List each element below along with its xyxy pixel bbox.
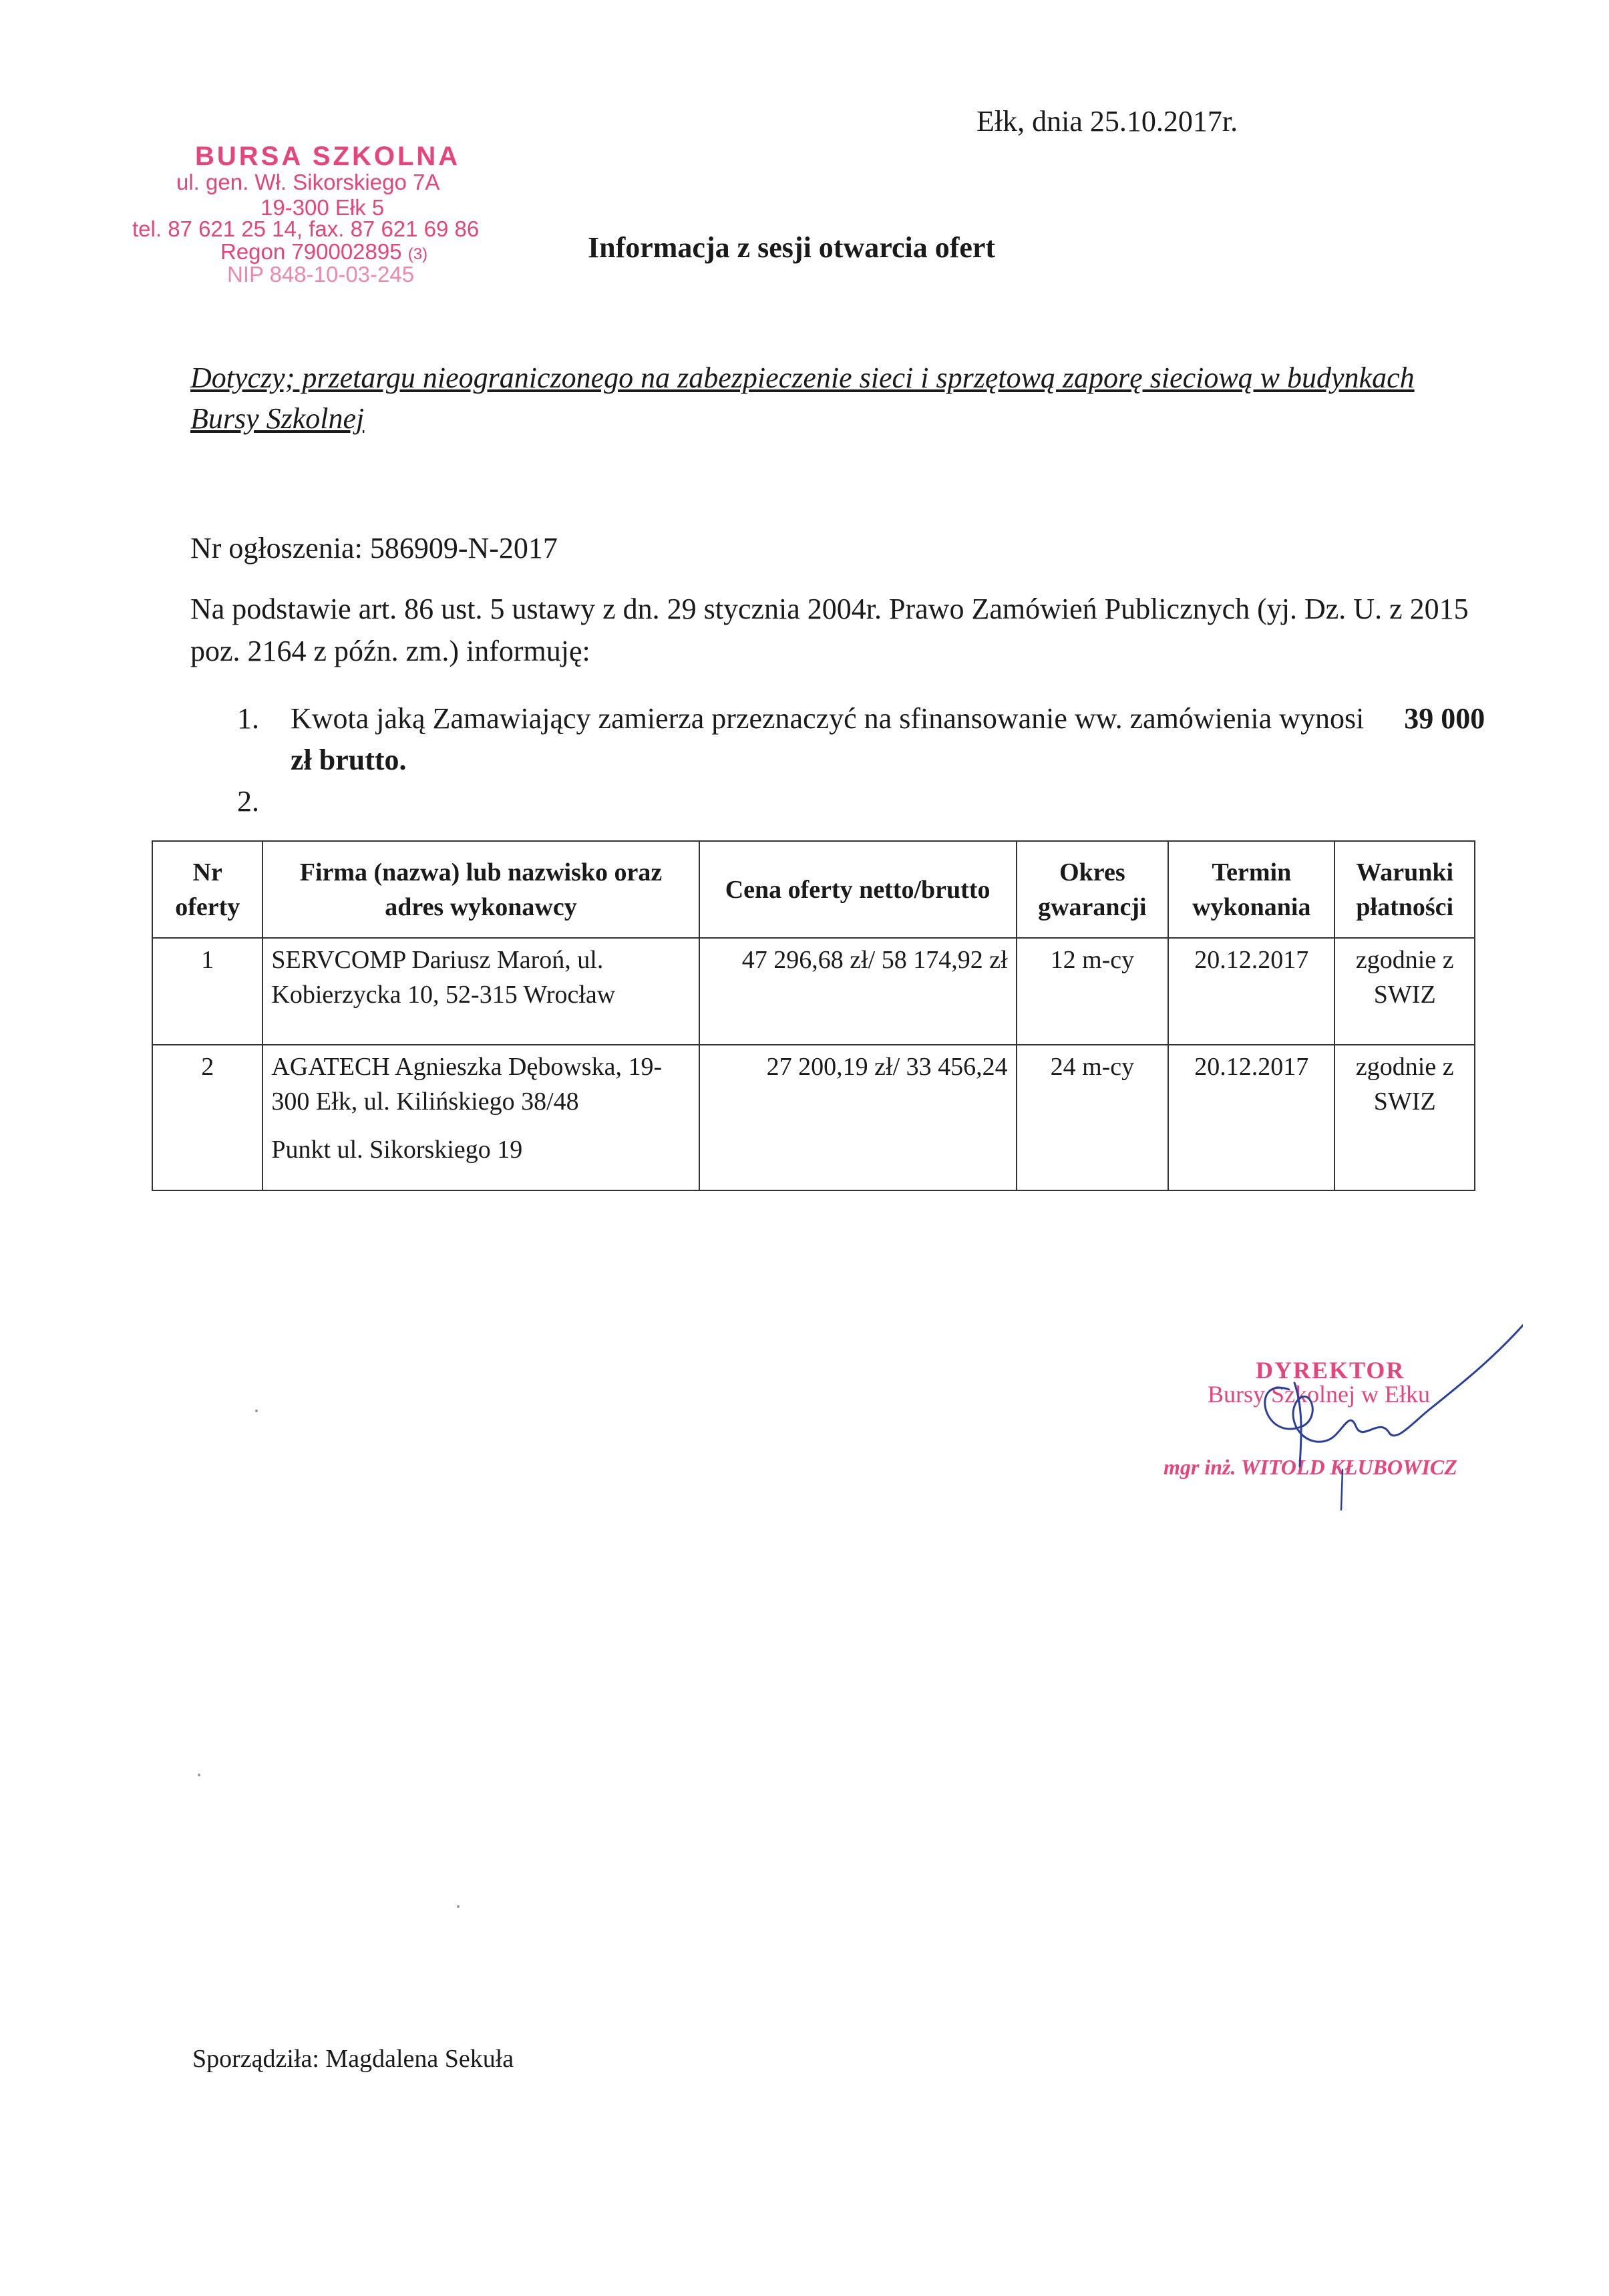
handwritten-signature xyxy=(1149,1309,1523,1516)
cell-nr: 2 xyxy=(152,1045,262,1190)
cell-payment: zgodnie z SWIZ xyxy=(1334,938,1475,1045)
cell-deadline: 20.12.2017 xyxy=(1168,938,1334,1045)
prepared-by: Sporządziła: Magdalena Sekuła xyxy=(192,2045,514,2073)
signature-title: DYREKTOR xyxy=(1256,1357,1405,1383)
stamp-phone: tel. 87 621 25 14, fax. 87 621 69 86 xyxy=(132,216,480,241)
document-date: Ełk, dnia 25.10.2017r. xyxy=(976,105,1238,138)
document-title: Informacja z sesji otwarcia ofert xyxy=(588,231,996,264)
stamp-regon xyxy=(220,239,427,265)
firm-name: AGATECH Agnieszka Dębowska, 19-300 Ełk, ul. Kilińskiego 38/48 xyxy=(271,1053,663,1116)
header-firm: Firma (nazwa) lub nazwisko oraz adres wykonawcy xyxy=(262,841,699,938)
institution-stamp xyxy=(127,142,554,292)
header-warranty: Okres gwarancji xyxy=(1017,841,1168,938)
scan-speck xyxy=(255,1410,258,1412)
cell-firm xyxy=(262,1045,699,1190)
stamp-regon-number: Regon 790002895 xyxy=(220,239,402,264)
cell-deadline: 20.12.2017 xyxy=(1168,1045,1334,1190)
stamp-city: 19-300 Ełk 5 xyxy=(260,195,385,220)
header-deadline: Termin wykonania xyxy=(1168,841,1334,938)
subject-line: Dotyczy; przetargu nieograniczonego na zabezpieczenie sieci i sprzętową zaporę sieciową w budynkach Bursy Szkolnej xyxy=(190,361,1415,435)
stamp-name: BURSA SZKOLNA xyxy=(195,142,461,171)
table-row xyxy=(152,1045,1475,1190)
cell-price: 27 200,19 zł/ 33 456,24 xyxy=(699,1045,1017,1190)
legal-basis: Na podstawie art. 86 ust. 5 ustawy z dn. 29 stycznia 2004r. Prawo Zamówień Publicznych (yj. Dz. U. z 2015 poz. 2164 z późn. zm.) informuję: xyxy=(190,593,1469,667)
budget-amount: 39 000 zł brutto. xyxy=(291,702,1485,776)
cell-warranty: 24 m-cy xyxy=(1017,1045,1168,1190)
signature-name: mgr inż. WITOLD KŁUBOWICZ xyxy=(1164,1455,1457,1479)
header-nr: Nr oferty xyxy=(152,841,262,938)
list-item-1 xyxy=(291,698,1513,781)
cell-warranty: 12 m-cy xyxy=(1017,938,1168,1045)
signature-org: Bursy Szkolnej w Ełku xyxy=(1208,1381,1430,1408)
stamp-regon-suffix: (3) xyxy=(407,245,428,263)
stamp-nip: NIP 848-10-03-245 xyxy=(227,262,415,287)
table-row xyxy=(152,938,1475,1045)
scan-speck xyxy=(198,1774,200,1776)
firm-name: SERVCOMP Dariusz Maroń, ul. Kobierzycka 10, 52-315 Wrocław xyxy=(271,946,616,1009)
stamp-address: ul. gen. Wł. Sikorskiego 7A xyxy=(176,170,440,194)
offers-table xyxy=(152,840,1475,1191)
cell-nr: 1 xyxy=(152,938,262,1045)
cell-price: 47 296,68 zł/ 58 174,92 zł xyxy=(699,938,1017,1045)
firm-extra: Punkt ul. Sikorskiego 19 xyxy=(271,1136,523,1164)
list-number-1: 1. xyxy=(237,702,259,735)
header-payment: Warunki płatności xyxy=(1334,841,1475,938)
table-header-row xyxy=(152,841,1475,938)
notice-number: Nr ogłoszenia: 586909-N-2017 xyxy=(190,532,558,564)
signature-block xyxy=(1149,1309,1523,1516)
list-item-1-text: Kwota jaką Zamawiający zamierza przeznaczyć na sfinansowanie ww. zamówienia wynosi xyxy=(291,702,1365,735)
header-price: Cena oferty netto/brutto xyxy=(699,841,1017,938)
cell-payment: zgodnie z SWIZ xyxy=(1334,1045,1475,1190)
scan-speck xyxy=(457,1905,460,1908)
cell-firm xyxy=(262,938,699,1045)
list-number-2: 2. xyxy=(237,785,259,818)
